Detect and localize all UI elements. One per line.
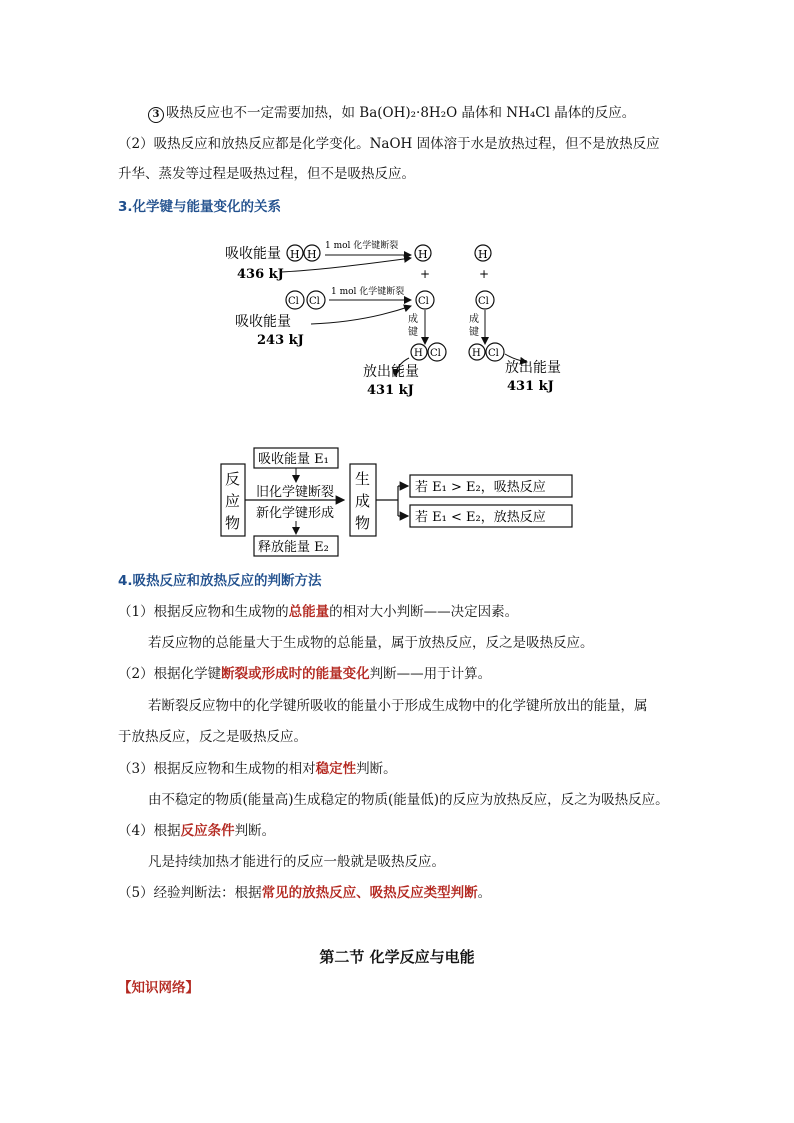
method-1-detail: 若反应物的总能量大于生成物的总能量，属于放热反应，反之是吸热反应。 xyxy=(148,635,594,651)
release-energy-box: 释放能量 E₂ xyxy=(258,540,329,555)
product-char-1: 生 xyxy=(355,470,371,488)
method-2-detail-1: 若断裂反应物中的化学键所吸收的能量小于形成生成物中的化学键所放出的能量，属 xyxy=(148,698,648,714)
method-2: （2）根据化学键断裂或形成时的能量变化判断——用于计算。 xyxy=(118,666,492,682)
energy-value-2: 243 kJ xyxy=(257,333,304,348)
atom-h-6: H xyxy=(472,348,481,359)
bond-energy-diagram xyxy=(215,236,595,406)
form-bond-label-2b: 键 xyxy=(469,327,479,338)
method-2-detail-2: 于放热反应，反之是吸热反应。 xyxy=(118,729,307,745)
energy-value-3: 431 kJ xyxy=(367,383,414,398)
circled-number: 3 xyxy=(148,107,164,123)
old-bond-break: 旧化学键断裂 xyxy=(256,485,335,500)
reactant-char-2: 应 xyxy=(225,492,241,510)
form-bond-label-2a: 成 xyxy=(469,314,479,325)
method-4-detail: 凡是持续加热才能进行的反应一般就是吸热反应。 xyxy=(148,854,445,870)
heading-4: 4.吸热反应和放热反应的判断方法 xyxy=(118,573,322,589)
form-bond-label-1b: 键 xyxy=(408,327,418,338)
product-char-3: 物 xyxy=(355,514,371,532)
atom-cl-4: Cl xyxy=(478,296,489,307)
knowledge-network-label: 【知识网络】 xyxy=(118,980,199,996)
atom-h-1: H xyxy=(290,248,300,261)
atom-h-3: H xyxy=(418,248,428,261)
break-label-2: 1 mol 化学键断裂 xyxy=(331,287,405,297)
plus-1: + xyxy=(420,267,431,281)
atom-h-4: H xyxy=(478,248,488,261)
atom-cl-6: Cl xyxy=(488,348,499,359)
method-3: （3）根据反应物和生成物的相对稳定性判断。 xyxy=(118,761,397,777)
atom-cl-3: Cl xyxy=(418,296,429,307)
plus-2: + xyxy=(479,267,490,281)
absorb-energy-label-1: 吸收能量 xyxy=(225,246,281,262)
method-4: （4）根据反应条件判断。 xyxy=(118,823,276,839)
atom-cl-5: Cl xyxy=(430,348,441,359)
method-1: （1）根据反应物和生成物的总能量的相对大小判断——决定因素。 xyxy=(118,604,519,620)
method-5: （5）经验判断法：根据常见的放热反应、吸热反应类型判断。 xyxy=(118,885,492,901)
reaction-energy-flow-diagram xyxy=(218,446,580,558)
atom-cl-1: Cl xyxy=(288,296,299,307)
text-line-1: 3 吸热反应也不一定需要加热，如 Ba(OH)₂·8H₂O 晶体和 NH₄Cl 晶体的反应。 xyxy=(148,104,635,123)
text-line-3: 升华、蒸发等过程是吸热过程，但不是吸热反应。 xyxy=(118,166,415,182)
release-energy-label-2: 放出能量 xyxy=(505,360,561,376)
energy-value-4: 431 kJ xyxy=(507,379,554,394)
form-bond-label-1a: 成 xyxy=(408,314,418,325)
product-char-2: 成 xyxy=(355,492,371,510)
absorb-energy-box: 吸收能量 E₁ xyxy=(258,452,329,467)
reactant-char-1: 反 xyxy=(225,470,241,488)
energy-value-1: 436 kJ xyxy=(237,267,284,282)
release-energy-label-1: 放出能量 xyxy=(363,364,419,380)
section-title: 第二节 化学反应与电能 xyxy=(319,948,475,966)
atom-cl-2: Cl xyxy=(309,296,320,307)
atom-h-5: H xyxy=(414,348,423,359)
new-bond-form: 新化学键形成 xyxy=(256,506,335,521)
break-label-1: 1 mol 化学键断裂 xyxy=(325,241,399,251)
atom-h-2: H xyxy=(307,248,317,261)
text-line-2: （2）吸热反应和放热反应都是化学变化。NaOH 固体溶于水是放热过程，但不是放热反应 xyxy=(118,136,660,152)
heading-3: 3.化学键与能量变化的关系 xyxy=(118,199,282,215)
case-endothermic: 若 E₁ > E₂，吸热反应 xyxy=(415,480,546,495)
reactant-char-3: 物 xyxy=(225,514,241,532)
case-exothermic: 若 E₁ < E₂，放热反应 xyxy=(415,510,546,525)
method-3-detail: 由不稳定的物质(能量高)生成稳定的物质(能量低)的反应为放热反应，反之为吸热反应。 xyxy=(148,792,669,808)
absorb-energy-label-2: 吸收能量 xyxy=(235,314,291,330)
